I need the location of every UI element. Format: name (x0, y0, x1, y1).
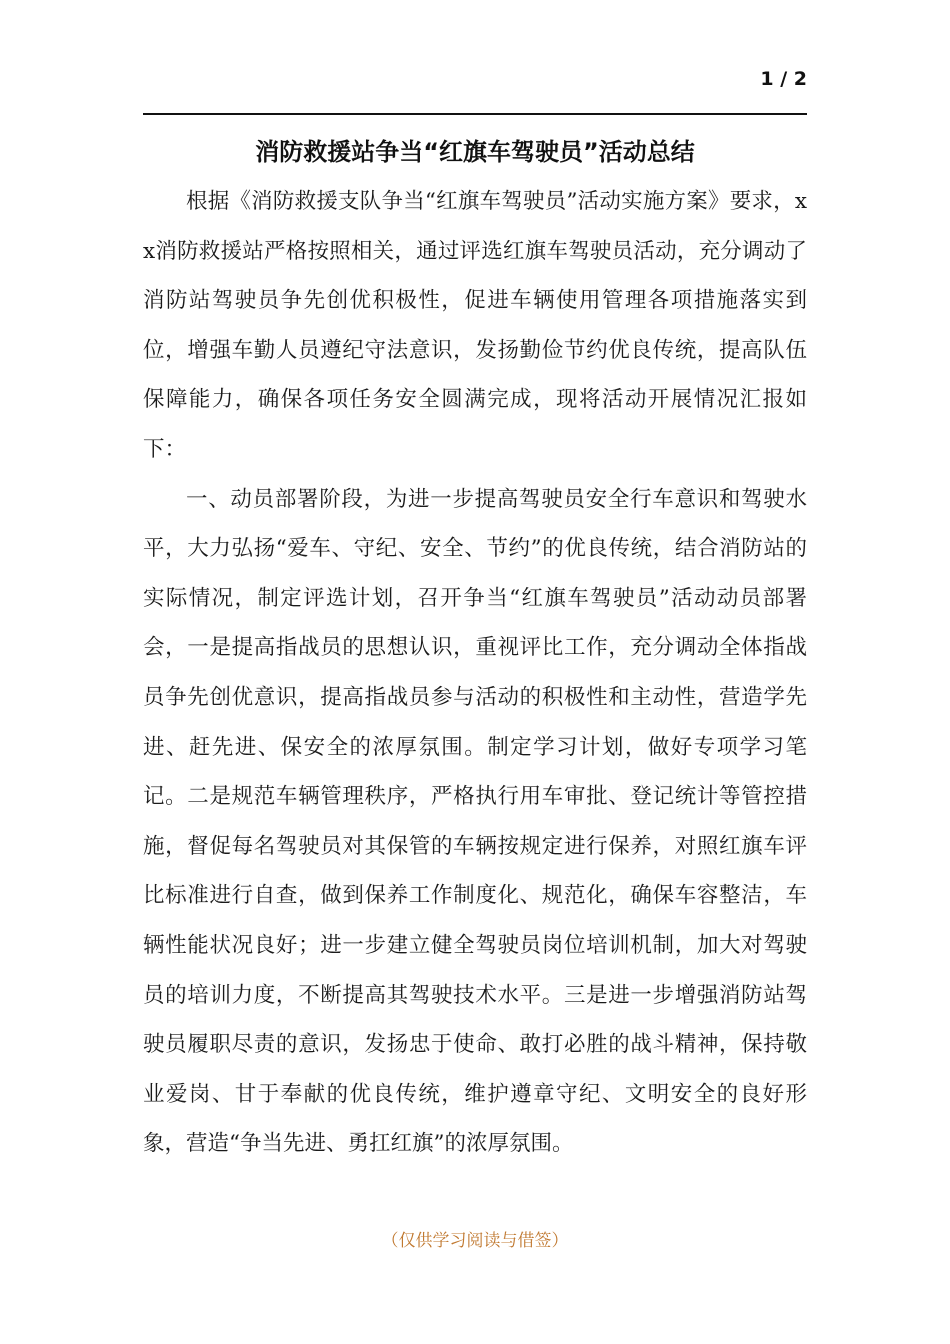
paragraph-section-1: 一、动员部署阶段，为进一步提高驾驶员安全行车意识和驾驶水平，大力弘扬“爱车、守纪、安全、节约”的优良传统，结合消防站的实际情况，制定评选计划，召开争当“红旗车驾驶员”活动动员部署会，一是提高指战员的思想认识，重视评比工作，充分调动全体指战员争先创优意识，提高指战员参与活动的积极性和主动性，营造学先进、赶先进、保安全的浓厚氛围。制定学习计划，做好专项学习笔记。二是规范车辆管理秩序，严格执行用车审批、登记统计等管控措施，督促每名驾驶员对其保管的车辆按规定进行保养，对照红旗车评比标准进行自查，做到保养工作制度化、规范化，确保车容整洁，车辆性能状况良好；进一步建立健全驾驶员岗位培训机制，加大对驾驶员的培训力度，不断提高其驾驶技术水平。三是进一步增强消防站驾驶员履职尽责的意识，发扬忠于使命、敢打必胜的战斗精神，保持敬业爱岗、甘于奉献的优良传统，维护遵章守纪、文明安全的良好形象，营造“争当先进、勇扛红旗”的浓厚氛围。 (143, 486, 807, 1157)
footer-note: （仅供学习阅读与借签） (381, 1231, 569, 1251)
document-body (143, 177, 807, 1169)
page-number: 1 / 2 (760, 68, 807, 90)
document-title: 消防救援站争当“红旗车驾驶员”活动总结 (255, 138, 695, 166)
header-divider (143, 113, 807, 115)
paragraph-intro: 根据《消防救援支队争当“红旗车驾驶员”活动实施方案》要求，xx消防救援站严格按照相关，通过评选红旗车驾驶员活动，充分调动了消防站驾驶员争先创优积极性，促进车辆使用管理各项措施落实到位，增强车勤人员遵纪守法意识，发扬勤俭节约优良传统，提高队伍保障能力，确保各项任务安全圆满完成，现将活动开展情况汇报如下： (143, 189, 807, 462)
